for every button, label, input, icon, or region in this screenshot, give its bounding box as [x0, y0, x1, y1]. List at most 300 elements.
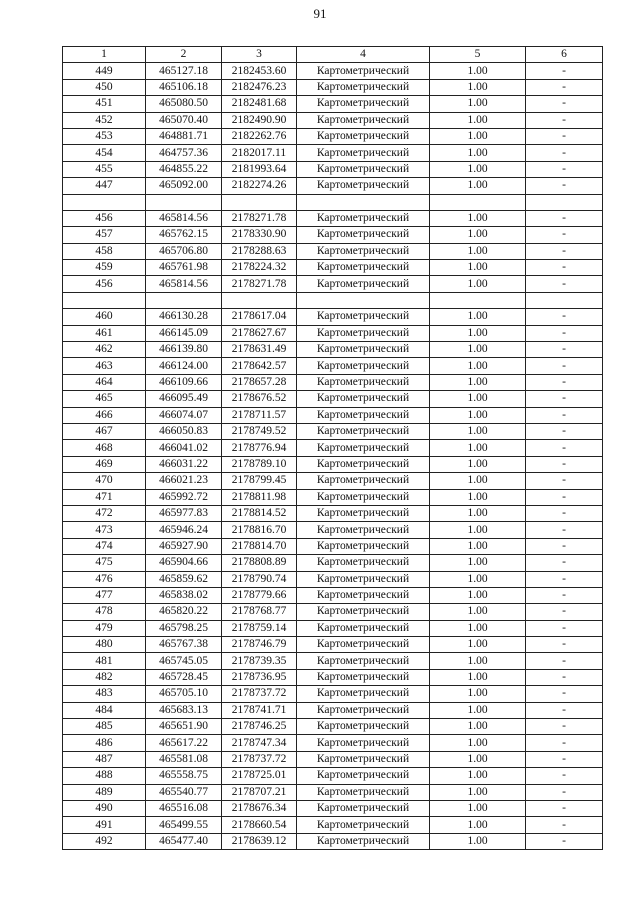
- y-coordinate-cell: 2178741.71: [222, 702, 297, 718]
- accuracy-cell: 1.00: [430, 719, 526, 735]
- point-number-cell: 486: [63, 735, 146, 751]
- x-coordinate-cell: [146, 194, 222, 210]
- accuracy-cell: 1.00: [430, 817, 526, 833]
- x-coordinate-cell: 465927.90: [146, 538, 222, 554]
- method-cell: Картометрический: [297, 260, 430, 276]
- note-cell: -: [526, 719, 603, 735]
- method-cell: Картометрический: [297, 489, 430, 505]
- note-cell: -: [526, 358, 603, 374]
- point-number-cell: 451: [63, 96, 146, 112]
- table-row: [63, 407, 603, 423]
- y-coordinate-cell: 2178736.95: [222, 669, 297, 685]
- y-coordinate-cell: 2178725.01: [222, 768, 297, 784]
- y-coordinate-cell: 2182274.26: [222, 178, 297, 194]
- note-cell: -: [526, 653, 603, 669]
- x-coordinate-cell: 465728.45: [146, 669, 222, 685]
- note-cell: -: [526, 686, 603, 702]
- accuracy-cell: 1.00: [430, 587, 526, 603]
- method-cell: Картометрический: [297, 145, 430, 161]
- note-cell: -: [526, 751, 603, 767]
- table-row: [63, 620, 603, 636]
- accuracy-cell: 1.00: [430, 768, 526, 784]
- y-coordinate-cell: 2178747.34: [222, 735, 297, 751]
- method-cell: Картометрический: [297, 407, 430, 423]
- method-cell: Картометрический: [297, 161, 430, 177]
- accuracy-cell: 1.00: [430, 423, 526, 439]
- method-cell: Картометрический: [297, 391, 430, 407]
- table-row: [63, 800, 603, 816]
- point-number-cell: 450: [63, 79, 146, 95]
- note-cell: -: [526, 456, 603, 472]
- method-cell: Картометрический: [297, 342, 430, 358]
- table-row: [63, 325, 603, 341]
- table-row: [63, 227, 603, 243]
- accuracy-cell: 1.00: [430, 227, 526, 243]
- note-cell: -: [526, 391, 603, 407]
- accuracy-cell: 1.00: [430, 473, 526, 489]
- y-coordinate-cell: 2178746.25: [222, 719, 297, 735]
- accuracy-cell: 1.00: [430, 358, 526, 374]
- method-cell: Картометрический: [297, 374, 430, 390]
- note-cell: -: [526, 178, 603, 194]
- x-coordinate-cell: 466145.09: [146, 325, 222, 341]
- point-number-cell: 462: [63, 342, 146, 358]
- x-coordinate-cell: 465106.18: [146, 79, 222, 95]
- accuracy-cell: 1.00: [430, 604, 526, 620]
- table-row: [63, 538, 603, 554]
- table-row: [63, 719, 603, 735]
- accuracy-cell: 1.00: [430, 128, 526, 144]
- note-cell: -: [526, 309, 603, 325]
- point-number-cell: 467: [63, 423, 146, 439]
- table-row: [63, 440, 603, 456]
- x-coordinate-cell: 466124.00: [146, 358, 222, 374]
- table-row: [63, 604, 603, 620]
- method-cell: [297, 194, 430, 210]
- x-coordinate-cell: 465092.00: [146, 178, 222, 194]
- y-coordinate-cell: 2178789.10: [222, 456, 297, 472]
- accuracy-cell: 1.00: [430, 309, 526, 325]
- x-coordinate-cell: 465946.24: [146, 522, 222, 538]
- y-coordinate-cell: 2178330.90: [222, 227, 297, 243]
- note-cell: -: [526, 784, 603, 800]
- y-coordinate-cell: 2182476.23: [222, 79, 297, 95]
- y-coordinate-cell: 2178814.52: [222, 505, 297, 521]
- y-coordinate-cell: 2178808.89: [222, 555, 297, 571]
- accuracy-cell: 1.00: [430, 538, 526, 554]
- point-number-cell: [63, 292, 146, 308]
- x-coordinate-cell: 465977.83: [146, 505, 222, 521]
- method-cell: Картометрический: [297, 587, 430, 603]
- method-cell: Картометрический: [297, 751, 430, 767]
- table-row: [63, 817, 603, 833]
- y-coordinate-cell: 2178737.72: [222, 751, 297, 767]
- y-coordinate-cell: 2178271.78: [222, 276, 297, 292]
- method-cell: Картометрический: [297, 210, 430, 226]
- note-cell: -: [526, 96, 603, 112]
- method-cell: Картометрический: [297, 555, 430, 571]
- accuracy-cell: 1.00: [430, 391, 526, 407]
- note-cell: -: [526, 555, 603, 571]
- method-cell: Картометрический: [297, 63, 430, 79]
- note-cell: -: [526, 325, 603, 341]
- point-number-cell: 471: [63, 489, 146, 505]
- y-coordinate-cell: 2178759.14: [222, 620, 297, 636]
- y-coordinate-cell: 2181993.64: [222, 161, 297, 177]
- accuracy-cell: 1.00: [430, 653, 526, 669]
- method-cell: Картометрический: [297, 96, 430, 112]
- x-coordinate-cell: 465992.72: [146, 489, 222, 505]
- table-row: [63, 145, 603, 161]
- y-coordinate-cell: 2178746.79: [222, 637, 297, 653]
- accuracy-cell: 1.00: [430, 96, 526, 112]
- method-cell: Картометрический: [297, 276, 430, 292]
- x-coordinate-cell: 465859.62: [146, 571, 222, 587]
- point-number-cell: 461: [63, 325, 146, 341]
- method-cell: Картометрический: [297, 604, 430, 620]
- accuracy-cell: 1.00: [430, 505, 526, 521]
- note-cell: -: [526, 587, 603, 603]
- y-coordinate-cell: 2178811.98: [222, 489, 297, 505]
- accuracy-cell: 1.00: [430, 79, 526, 95]
- note-cell: -: [526, 505, 603, 521]
- point-number-cell: 447: [63, 178, 146, 194]
- y-coordinate-cell: 2178271.78: [222, 210, 297, 226]
- table-row: [63, 751, 603, 767]
- x-coordinate-cell: 465477.40: [146, 833, 222, 849]
- method-cell: Картометрический: [297, 620, 430, 636]
- x-coordinate-cell: 465762.15: [146, 227, 222, 243]
- accuracy-cell: 1.00: [430, 374, 526, 390]
- accuracy-cell: 1.00: [430, 161, 526, 177]
- x-coordinate-cell: 466074.07: [146, 407, 222, 423]
- note-cell: -: [526, 440, 603, 456]
- column-header-5: 5: [430, 47, 526, 63]
- method-cell: Картометрический: [297, 456, 430, 472]
- point-number-cell: 455: [63, 161, 146, 177]
- x-coordinate-cell: 465814.56: [146, 210, 222, 226]
- method-cell: Картометрический: [297, 423, 430, 439]
- table-row: [63, 653, 603, 669]
- accuracy-cell: 1.00: [430, 620, 526, 636]
- table-row: [63, 473, 603, 489]
- note-cell: -: [526, 227, 603, 243]
- x-coordinate-cell: 465706.80: [146, 243, 222, 259]
- note-cell: -: [526, 538, 603, 554]
- method-cell: Картометрический: [297, 719, 430, 735]
- method-cell: Картометрический: [297, 571, 430, 587]
- note-cell: -: [526, 620, 603, 636]
- y-coordinate-cell: 2178676.34: [222, 800, 297, 816]
- note-cell: -: [526, 276, 603, 292]
- point-number-cell: 456: [63, 210, 146, 226]
- accuracy-cell: 1.00: [430, 555, 526, 571]
- accuracy-cell: 1.00: [430, 669, 526, 685]
- column-header-6: 6: [526, 47, 603, 63]
- point-number-cell: 468: [63, 440, 146, 456]
- point-number-cell: 488: [63, 768, 146, 784]
- method-cell: Картометрический: [297, 505, 430, 521]
- point-number-cell: 453: [63, 128, 146, 144]
- x-coordinate-cell: 465499.55: [146, 817, 222, 833]
- point-number-cell: 472: [63, 505, 146, 521]
- x-coordinate-cell: 465558.75: [146, 768, 222, 784]
- table-row: [63, 260, 603, 276]
- y-coordinate-cell: 2178737.72: [222, 686, 297, 702]
- method-cell: Картометрический: [297, 309, 430, 325]
- x-coordinate-cell: 465838.02: [146, 587, 222, 603]
- method-cell: Картометрический: [297, 833, 430, 849]
- note-cell: -: [526, 342, 603, 358]
- table-row: [63, 178, 603, 194]
- note-cell: -: [526, 112, 603, 128]
- point-number-cell: 475: [63, 555, 146, 571]
- method-cell: Картометрический: [297, 522, 430, 538]
- note-cell: -: [526, 768, 603, 784]
- x-coordinate-cell: 464855.22: [146, 161, 222, 177]
- y-coordinate-cell: 2182490.90: [222, 112, 297, 128]
- point-number-cell: 485: [63, 719, 146, 735]
- method-cell: [297, 292, 430, 308]
- x-coordinate-cell: 466041.02: [146, 440, 222, 456]
- table-header: [63, 47, 603, 63]
- accuracy-cell: 1.00: [430, 112, 526, 128]
- point-number-cell: 489: [63, 784, 146, 800]
- y-coordinate-cell: 2178814.70: [222, 538, 297, 554]
- x-coordinate-cell: 466109.66: [146, 374, 222, 390]
- point-number-cell: 465: [63, 391, 146, 407]
- page-number: 91: [313, 6, 327, 21]
- x-coordinate-cell: 465814.56: [146, 276, 222, 292]
- point-number-cell: 456: [63, 276, 146, 292]
- x-coordinate-cell: 465080.50: [146, 96, 222, 112]
- point-number-cell: 466: [63, 407, 146, 423]
- y-coordinate-cell: 2178790.74: [222, 571, 297, 587]
- table-row: [63, 210, 603, 226]
- accuracy-cell: 1.00: [430, 784, 526, 800]
- x-coordinate-cell: 466139.80: [146, 342, 222, 358]
- note-cell: -: [526, 374, 603, 390]
- coordinates-table: [62, 46, 603, 850]
- point-number-cell: 464: [63, 374, 146, 390]
- table-row-separator: [63, 292, 603, 308]
- table-row: [63, 522, 603, 538]
- table-row: [63, 686, 603, 702]
- x-coordinate-cell: 465761.98: [146, 260, 222, 276]
- table-row: [63, 669, 603, 685]
- x-coordinate-cell: 465798.25: [146, 620, 222, 636]
- method-cell: Картометрический: [297, 817, 430, 833]
- y-coordinate-cell: 2178676.52: [222, 391, 297, 407]
- method-cell: Картометрический: [297, 128, 430, 144]
- table-row: [63, 63, 603, 79]
- point-number-cell: 454: [63, 145, 146, 161]
- point-number-cell: 474: [63, 538, 146, 554]
- table-row: [63, 391, 603, 407]
- method-cell: Картометрический: [297, 800, 430, 816]
- x-coordinate-cell: 466031.22: [146, 456, 222, 472]
- method-cell: Картометрический: [297, 358, 430, 374]
- table-row: [63, 309, 603, 325]
- table-row: [63, 571, 603, 587]
- x-coordinate-cell: 466095.49: [146, 391, 222, 407]
- method-cell: Картометрический: [297, 702, 430, 718]
- y-coordinate-cell: [222, 194, 297, 210]
- x-coordinate-cell: 465767.38: [146, 637, 222, 653]
- method-cell: Картометрический: [297, 686, 430, 702]
- point-number-cell: 452: [63, 112, 146, 128]
- note-cell: -: [526, 637, 603, 653]
- table-row: [63, 555, 603, 571]
- accuracy-cell: 1.00: [430, 522, 526, 538]
- x-coordinate-cell: 466050.83: [146, 423, 222, 439]
- accuracy-cell: 1.00: [430, 407, 526, 423]
- table-row: [63, 96, 603, 112]
- x-coordinate-cell: 465127.18: [146, 63, 222, 79]
- point-number-cell: 480: [63, 637, 146, 653]
- accuracy-cell: 1.00: [430, 833, 526, 849]
- y-coordinate-cell: 2178816.70: [222, 522, 297, 538]
- y-coordinate-cell: 2178707.21: [222, 784, 297, 800]
- note-cell: [526, 292, 603, 308]
- point-number-cell: 476: [63, 571, 146, 587]
- y-coordinate-cell: 2178617.04: [222, 309, 297, 325]
- note-cell: -: [526, 243, 603, 259]
- point-number-cell: 477: [63, 587, 146, 603]
- x-coordinate-cell: [146, 292, 222, 308]
- x-coordinate-cell: 465683.13: [146, 702, 222, 718]
- x-coordinate-cell: 465617.22: [146, 735, 222, 751]
- table-row: [63, 735, 603, 751]
- y-coordinate-cell: 2178631.49: [222, 342, 297, 358]
- accuracy-cell: [430, 292, 526, 308]
- method-cell: Картометрический: [297, 653, 430, 669]
- method-cell: Картометрический: [297, 669, 430, 685]
- point-number-cell: 463: [63, 358, 146, 374]
- point-number-cell: 491: [63, 817, 146, 833]
- table-body: [63, 63, 603, 850]
- x-coordinate-cell: 465904.66: [146, 555, 222, 571]
- note-cell: -: [526, 260, 603, 276]
- accuracy-cell: 1.00: [430, 145, 526, 161]
- note-cell: -: [526, 702, 603, 718]
- note-cell: -: [526, 63, 603, 79]
- accuracy-cell: 1.00: [430, 63, 526, 79]
- note-cell: -: [526, 735, 603, 751]
- table-row: [63, 423, 603, 439]
- note-cell: -: [526, 128, 603, 144]
- table-row: [63, 768, 603, 784]
- x-coordinate-cell: 465540.77: [146, 784, 222, 800]
- point-number-cell: 460: [63, 309, 146, 325]
- x-coordinate-cell: 466130.28: [146, 309, 222, 325]
- table-row-separator: [63, 194, 603, 210]
- point-number-cell: 457: [63, 227, 146, 243]
- method-cell: Картометрический: [297, 768, 430, 784]
- table-row: [63, 784, 603, 800]
- accuracy-cell: 1.00: [430, 243, 526, 259]
- point-number-cell: 478: [63, 604, 146, 620]
- point-number-cell: 483: [63, 686, 146, 702]
- y-coordinate-cell: [222, 292, 297, 308]
- note-cell: -: [526, 161, 603, 177]
- note-cell: -: [526, 210, 603, 226]
- accuracy-cell: 1.00: [430, 751, 526, 767]
- point-number-cell: 487: [63, 751, 146, 767]
- table-row: [63, 505, 603, 521]
- note-cell: -: [526, 473, 603, 489]
- column-header-4: 4: [297, 47, 430, 63]
- x-coordinate-cell: 465516.08: [146, 800, 222, 816]
- method-cell: Картометрический: [297, 735, 430, 751]
- accuracy-cell: 1.00: [430, 637, 526, 653]
- table-row: [63, 128, 603, 144]
- y-coordinate-cell: 2182262.76: [222, 128, 297, 144]
- point-number-cell: 481: [63, 653, 146, 669]
- note-cell: -: [526, 489, 603, 505]
- method-cell: Картометрический: [297, 178, 430, 194]
- note-cell: -: [526, 800, 603, 816]
- accuracy-cell: 1.00: [430, 178, 526, 194]
- table-row: [63, 489, 603, 505]
- y-coordinate-cell: 2178288.63: [222, 243, 297, 259]
- table-row: [63, 833, 603, 849]
- y-coordinate-cell: 2178768.77: [222, 604, 297, 620]
- method-cell: Картометрический: [297, 112, 430, 128]
- accuracy-cell: 1.00: [430, 735, 526, 751]
- accuracy-cell: 1.00: [430, 456, 526, 472]
- note-cell: -: [526, 604, 603, 620]
- column-header-3: 3: [222, 47, 297, 63]
- method-cell: Картометрический: [297, 473, 430, 489]
- accuracy-cell: 1.00: [430, 260, 526, 276]
- header-row: [63, 47, 603, 63]
- table-row: [63, 243, 603, 259]
- y-coordinate-cell: 2178627.67: [222, 325, 297, 341]
- point-number-cell: 458: [63, 243, 146, 259]
- y-coordinate-cell: 2182481.68: [222, 96, 297, 112]
- method-cell: Картометрический: [297, 79, 430, 95]
- x-coordinate-cell: 465651.90: [146, 719, 222, 735]
- method-cell: Картометрический: [297, 784, 430, 800]
- y-coordinate-cell: 2178776.94: [222, 440, 297, 456]
- note-cell: -: [526, 817, 603, 833]
- note-cell: -: [526, 407, 603, 423]
- table-row: [63, 79, 603, 95]
- x-coordinate-cell: 465705.10: [146, 686, 222, 702]
- accuracy-cell: 1.00: [430, 342, 526, 358]
- note-cell: -: [526, 571, 603, 587]
- table-row: [63, 358, 603, 374]
- y-coordinate-cell: 2178739.35: [222, 653, 297, 669]
- y-coordinate-cell: 2178224.32: [222, 260, 297, 276]
- note-cell: -: [526, 79, 603, 95]
- table-row: [63, 637, 603, 653]
- x-coordinate-cell: 466021.23: [146, 473, 222, 489]
- note-cell: -: [526, 669, 603, 685]
- method-cell: Картометрический: [297, 243, 430, 259]
- x-coordinate-cell: 465820.22: [146, 604, 222, 620]
- accuracy-cell: 1.00: [430, 702, 526, 718]
- table-row: [63, 161, 603, 177]
- y-coordinate-cell: 2178749.52: [222, 423, 297, 439]
- point-number-cell: 484: [63, 702, 146, 718]
- y-coordinate-cell: 2182453.60: [222, 63, 297, 79]
- point-number-cell: 490: [63, 800, 146, 816]
- y-coordinate-cell: 2178660.54: [222, 817, 297, 833]
- method-cell: Картометрический: [297, 440, 430, 456]
- table-row: [63, 112, 603, 128]
